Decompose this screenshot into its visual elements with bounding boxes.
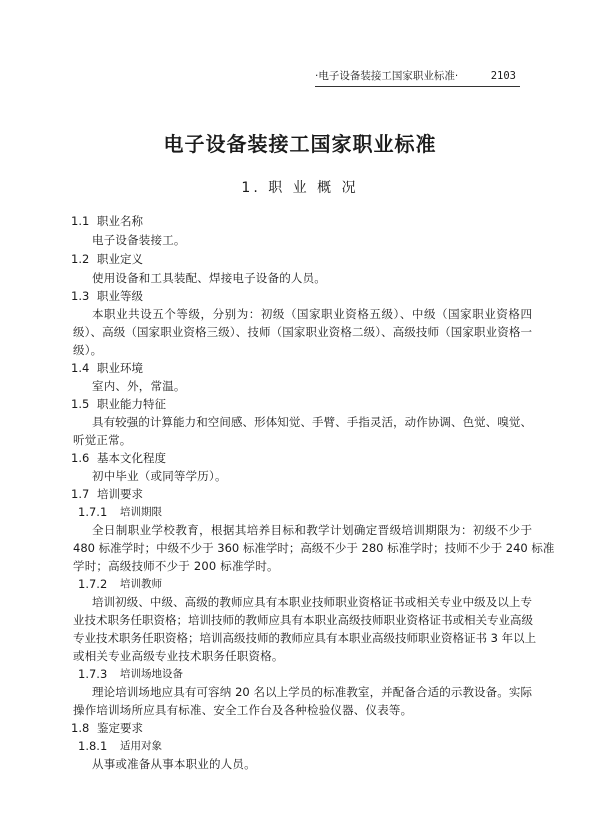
paragraph-line: 级）、高级（国家职业资格三级）、技师（国家职业资格二级）、高级技师（国家职业资格一 [73, 325, 532, 339]
section-title: 职业定义 [97, 252, 143, 266]
paragraph-line: 或相关专业高级专业技术职务任职资格。 [73, 649, 284, 663]
paragraph-line: 操作培训场所应具有标准、安全工作台及各种检验仪器、仪表等。 [73, 703, 413, 717]
section-title: 基本文化程度 [97, 451, 166, 465]
paragraph-line: 听觉正常。 [73, 433, 132, 447]
section-number: 1.2 [71, 252, 90, 266]
chapter-title: 1. 职 业 概 况 [241, 180, 359, 196]
subsection-number: 1.7.3 [78, 667, 108, 681]
paragraph-line: 初中毕业（或同等学历）。 [92, 469, 227, 483]
paragraph-line: 480 标准学时；中级不少于 360 标准学时；高级不少于 280 标准学时；技师不少于 240 标准 [73, 541, 555, 555]
section-number: 1.3 [71, 289, 90, 303]
subsection-number: 1.7.2 [78, 577, 108, 591]
subsection-title: 适用对象 [120, 740, 162, 752]
section-title: 鉴定要求 [97, 721, 143, 735]
section-number: 1.7 [71, 487, 90, 501]
section-number: 1.1 [71, 214, 90, 228]
paragraph-line: 专业技术职务任职资格；培训高级技师的教师应具有本职业高级技师职业资格证书 3 年以上 [73, 631, 537, 645]
paragraph-line: 全日制职业学校教育，根据其培养目标和教学计划确定晋级培训期限为：初级不少于 [92, 523, 532, 537]
page-number: 2103 [490, 70, 516, 82]
section-number: 1.8 [71, 721, 90, 735]
paragraph-line: 本职业共设五个等级，分别为：初级（国家职业资格五级）、中级（国家职业资格四 [92, 307, 532, 321]
paragraph-line: 培训初级、中级、高级的教师应具有本职业技师职业资格证书或相关专业中级及以上专 [92, 595, 532, 609]
section-title: 培训要求 [97, 487, 143, 501]
section-title: 职业环境 [97, 361, 143, 375]
paragraph-line: 理论培训场地应具有可容纳 20 名以上学员的标准教室，并配备合适的示教设备。实际 [92, 685, 532, 699]
subsection-title: 培训场地设备 [120, 668, 183, 680]
subsection-title: 培训期限 [120, 506, 162, 518]
section-title: 职业能力特征 [97, 397, 166, 411]
section-title: 职业等级 [97, 289, 143, 303]
running-header [315, 66, 520, 87]
subsection-number: 1.7.1 [78, 505, 108, 519]
paragraph-line: 使用设备和工具装配、焊接电子设备的人员。 [92, 271, 326, 285]
paragraph-line: 具有较强的计算能力和空间感、形体知觉、手臂、手指灵活，动作协调、色觉、嗅觉、 [92, 415, 532, 429]
paragraph-line: 从事或准备从事本职业的人员。 [92, 757, 256, 771]
paragraph-line: 学时；高级技师不少于 200 标准学时。 [73, 559, 279, 573]
section-number: 1.5 [71, 397, 90, 411]
running-header-title: ·电子设备装接工国家职业标准· [315, 70, 459, 82]
paragraph-line: 室内、外，常温。 [92, 379, 186, 393]
paragraph-line: 电子设备装接工。 [92, 233, 186, 247]
section-number: 1.4 [71, 361, 90, 375]
paragraph-line: 级）。 [73, 343, 103, 357]
subsection-number: 1.8.1 [78, 739, 108, 753]
section-title: 职业名称 [97, 214, 143, 228]
section-number: 1.6 [71, 451, 90, 465]
paragraph-line: 业技术职务任职资格；培训技师的教师应具有本职业高级技师职业资格证书或相关专业高级 [73, 613, 533, 627]
document-title: 电子设备装接工国家职业标准 [163, 132, 437, 156]
subsection-title: 培训教师 [120, 578, 162, 590]
